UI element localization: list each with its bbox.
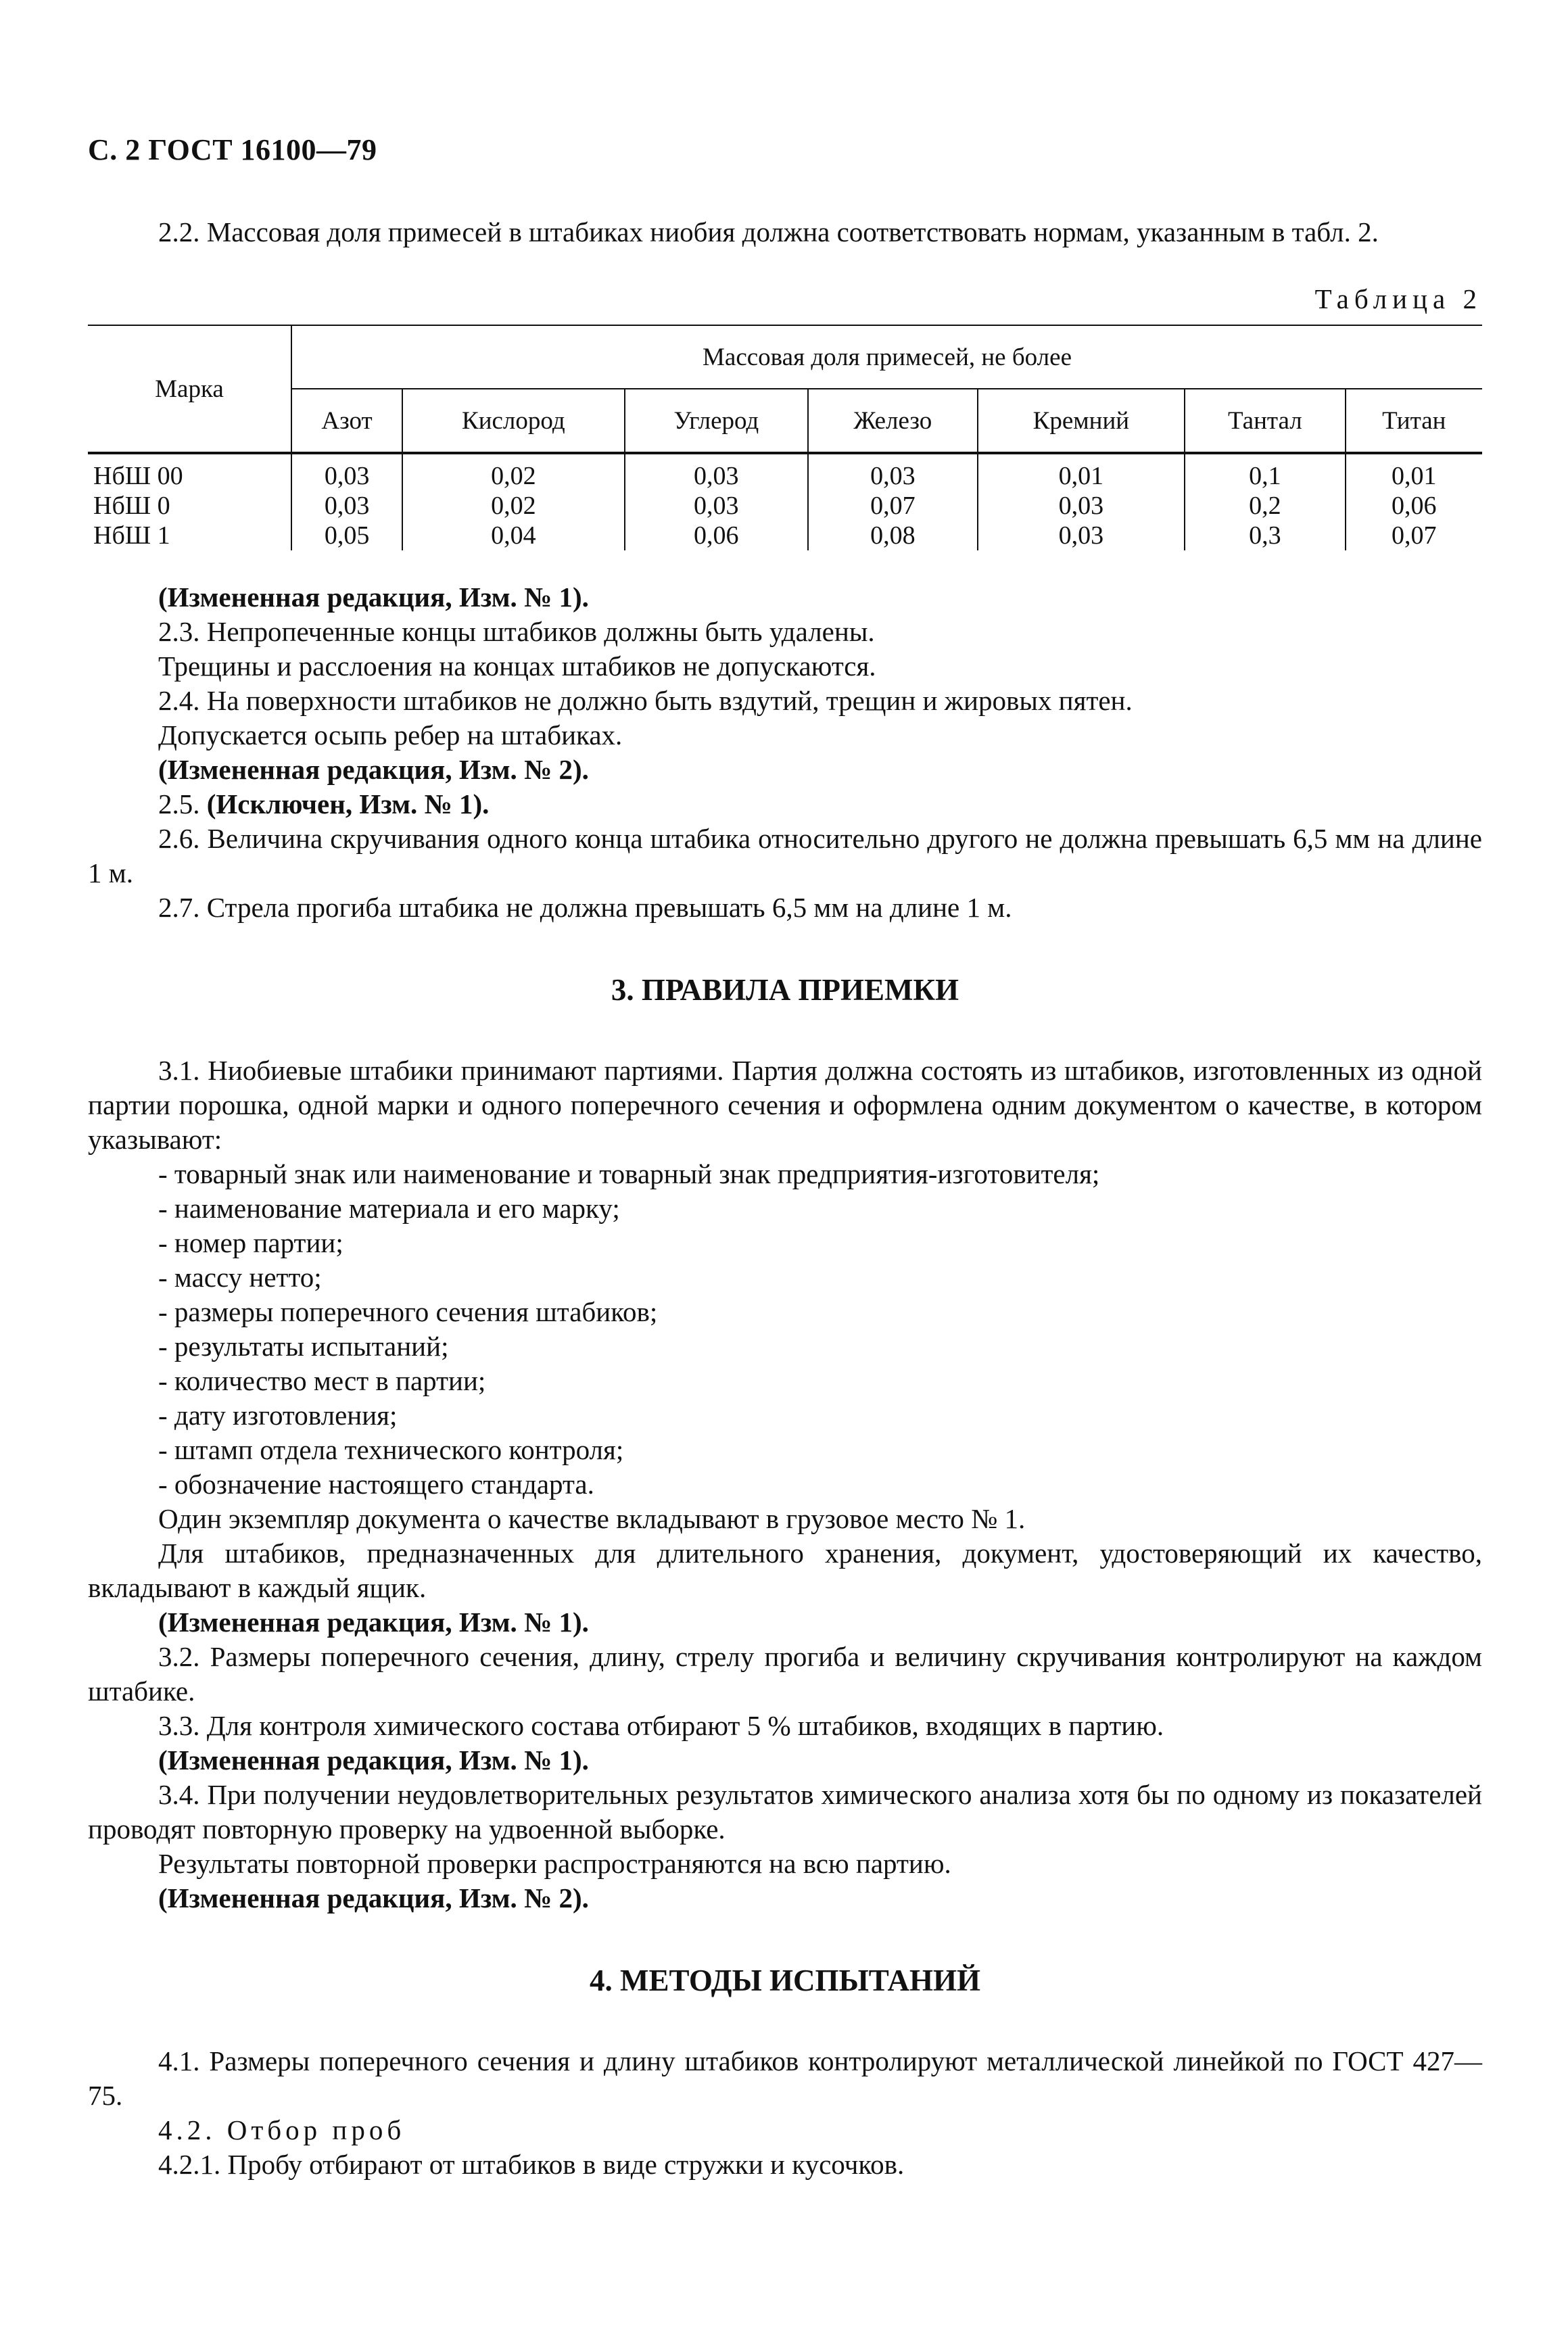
paragraph-3-3: 3.3. Для контроля химического состава отбирают 5 % штабиков, входящих в партию. xyxy=(158,1710,1164,1741)
paragraph-2-6: 2.6. Величина скручивания одного конца штабика относительно другого не должна превышать 6,5 мм на длине 1 м. xyxy=(88,823,1482,888)
paragraph-2-7: 2.7. Стрела прогиба штабика не должна превышать 6,5 мм на длине 1 м. xyxy=(158,892,1012,923)
table-cell: 0,02 xyxy=(402,453,624,491)
list-item: - результаты испытаний; xyxy=(158,1331,449,1362)
column-header-nitrogen: Азот xyxy=(291,389,402,453)
table-cell: 0,03 xyxy=(625,491,809,521)
paragraph-3-4: 3.4. При получении неудовлетворительных результатов химического анализа хотя бы по одному из показателей проводят повторную проверку на удвоенной выборке. xyxy=(88,1779,1482,1845)
table-cell: 0,05 xyxy=(291,521,402,550)
paragraph-repeat: Результаты повторной проверки распространяются на всю партию. xyxy=(158,1848,951,1879)
paragraph-2-4: 2.4. На поверхности штабиков не должно быть вздутий, трещин и жировых пятен. xyxy=(158,685,1133,716)
page-header: С. 2 ГОСТ 16100—79 xyxy=(88,133,377,166)
table-cell: 0,07 xyxy=(808,491,977,521)
column-header-titanium: Титан xyxy=(1346,389,1482,453)
paragraph-3-1: 3.1. Ниобиевые штабики принимают партиями. Партия должна состоять из штабиков, изготовленных из одной партии порошка, одной марки и одного поперечного сечения и оформлена одним документом о качестве, в котором указывают: xyxy=(88,1055,1482,1155)
revision-note: (Измененная редакция, Изм. № 1). xyxy=(158,581,589,613)
paragraph-2-3: 2.3. Непропеченные концы штабиков должны быть удалены. xyxy=(158,616,875,647)
table-caption: Таблица 2 xyxy=(1314,283,1482,314)
list-item: - наименование материала и его марку; xyxy=(158,1193,620,1224)
revision-note: (Измененная редакция, Изм. № 1). xyxy=(158,1744,589,1776)
impurities-table xyxy=(88,325,1482,550)
grade-column-header: Марка xyxy=(88,325,291,453)
revision-note: (Измененная редакция, Изм. № 2). xyxy=(158,1882,589,1914)
impurities-group-header: Массовая доля примесей, не более xyxy=(291,325,1482,389)
paragraph-2-5 xyxy=(88,787,1482,822)
list-item: - количество мест в партии; xyxy=(158,1365,486,1396)
paragraph-storage: Для штабиков, предназначенных для длительного хранения, документ, удостоверяющий их качество, вкладывают в каждый ящик. xyxy=(88,1538,1482,1603)
table-cell: 0,01 xyxy=(978,453,1185,491)
list-item: - товарный знак или наименование и товарный знак предприятия-изготовителя; xyxy=(158,1158,1100,1189)
section-4-title: 4. МЕТОДЫ ИСПЫТАНИЙ xyxy=(589,1964,981,1997)
table-cell: 0,08 xyxy=(808,521,977,550)
list-item: - массу нетто; xyxy=(158,1262,322,1293)
table-cell: 0,03 xyxy=(291,453,402,491)
list-item: - обозначение настоящего стандарта. xyxy=(158,1469,594,1500)
table-cell: 0,2 xyxy=(1185,491,1345,521)
column-header-carbon: Углерод xyxy=(625,389,809,453)
paragraph-2-2: 2.2. Массовая доля примесей в штабиках ниобия должна соответствовать нормам, указанным в табл. 2. xyxy=(158,216,1379,247)
document-contents-list xyxy=(88,1157,1482,1502)
table-cell: 0,03 xyxy=(978,521,1185,550)
grade-cell: НбШ 1 xyxy=(88,521,291,550)
table-row xyxy=(88,453,1482,491)
table-cell: 0,1 xyxy=(1185,453,1345,491)
paragraph-copy: Один экземпляр документа о качестве вкладывают в грузовое место № 1. xyxy=(158,1503,1026,1534)
list-item: - дату изготовления; xyxy=(158,1400,398,1431)
main-text xyxy=(88,580,1482,2182)
grade-cell: НбШ 0 xyxy=(88,491,291,521)
clause-2-2 xyxy=(88,215,1482,250)
table-cell: 0,01 xyxy=(1392,462,1437,490)
list-item: - штамп отдела технического контроля; xyxy=(158,1434,624,1465)
grade-cell: НбШ 00 xyxy=(88,453,291,491)
list-item: - номер партии; xyxy=(158,1227,343,1258)
table-cell: 0,06 xyxy=(1392,492,1437,520)
column-header-silicon: Кремний xyxy=(978,389,1185,453)
table-cell: 0,06 xyxy=(625,521,809,550)
column-header-iron: Железо xyxy=(808,389,977,453)
excluded-note: (Исключен, Изм. № 1). xyxy=(206,788,490,819)
column-header-oxygen: Кислород xyxy=(402,389,624,453)
document-page xyxy=(88,0,1482,2328)
paragraph-3-2: 3.2. Размеры поперечного сечения, длину, стрелу прогиба и величину скручивания контролируют на каждом штабике. xyxy=(88,1641,1482,1707)
table-row xyxy=(88,491,1482,521)
table-cell: 0,3 xyxy=(1185,521,1345,550)
paragraph-4-2: 4.2. Отбор проб xyxy=(158,2114,406,2145)
section-3-title: 3. ПРАВИЛА ПРИЕМКИ xyxy=(611,973,959,1007)
paragraph-4-1: 4.1. Размеры поперечного сечения и длину штабиков контролируют металлической линейкой по ГОСТ 427—75. xyxy=(88,2045,1482,2111)
clause-number: 2.5. xyxy=(158,788,207,819)
table-cell: 0,03 xyxy=(291,491,402,521)
table-cell: 0,07 xyxy=(1392,521,1437,550)
paragraph-edges: Допускается осыпь ребер на штабиках. xyxy=(158,719,623,751)
column-header-tantalum: Тантал xyxy=(1185,389,1345,453)
table-cell: 0,03 xyxy=(625,453,809,491)
table-cell: 0,03 xyxy=(808,453,977,491)
table-cell: 0,02 xyxy=(402,491,624,521)
revision-note: (Измененная редакция, Изм. № 2). xyxy=(158,754,589,785)
table-cell: 0,03 xyxy=(978,491,1185,521)
paragraph-cracks: Трещины и расслоения на концах штабиков не допускаются. xyxy=(158,650,876,682)
table-row xyxy=(88,521,1482,550)
table-cell: 0,04 xyxy=(402,521,624,550)
revision-note: (Измененная редакция, Изм. № 1). xyxy=(158,1607,589,1638)
list-item: - размеры поперечного сечения штабиков; xyxy=(158,1296,658,1327)
paragraph-4-2-1: 4.2.1. Пробу отбирают от штабиков в виде стружки и кусочков. xyxy=(158,2149,905,2180)
